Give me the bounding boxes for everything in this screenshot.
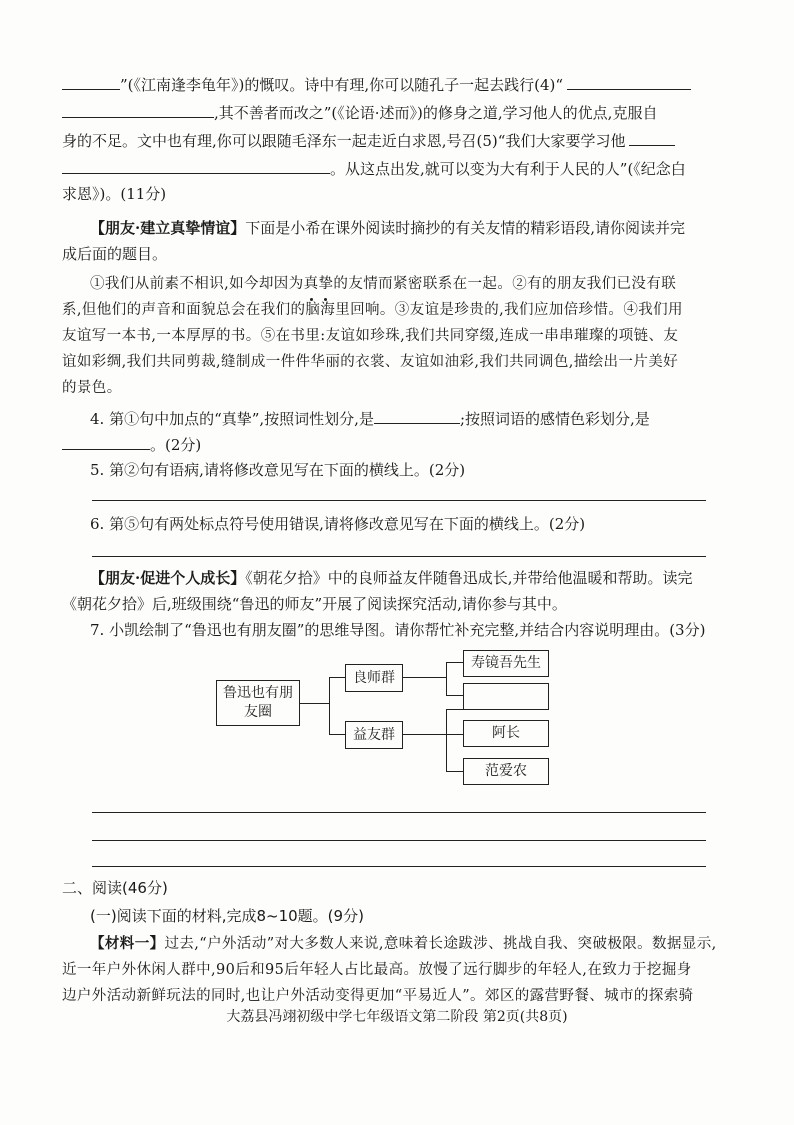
answer-blank[interactable] <box>62 156 330 174</box>
answer-blank[interactable] <box>629 128 675 146</box>
section-friend-intro-2: 成后面的题目。 <box>62 245 168 263</box>
mindmap-leaf: 阿长 <box>463 720 549 747</box>
question-4: 4. 第①句中加点的“真挚”,按照词性划分,是 ;按照词语的感情色彩划分,是 <box>90 406 734 431</box>
connector <box>299 703 329 704</box>
reading-subtitle: (一)阅读下面的材料,完成8~10题。(9分) <box>90 907 364 925</box>
answer-blank[interactable] <box>62 432 150 450</box>
connector <box>446 662 447 695</box>
material-line: 近一年户外休闲人群中,90后和95后年轻人占比最高。放慢了远行脚步的年轻人,在致力于挖掘身 <box>62 962 692 978</box>
question-5: 5. 第②句有语病,请将修改意见写在下面的横线上。(2分) <box>90 461 466 479</box>
connector <box>402 734 446 735</box>
reading-title: 二、阅读(46分) <box>62 879 168 897</box>
answer-blank[interactable] <box>567 72 691 90</box>
answer-line[interactable] <box>92 840 706 841</box>
connector <box>329 734 345 735</box>
answer-line[interactable] <box>92 556 706 557</box>
connector <box>446 662 463 663</box>
question-7: 7. 小凯绘制了“鲁迅也有朋友圈”的思维导图。请你帮忙补充完整,并结合内容说明理由。(3分) <box>90 621 706 639</box>
dotted-char: 挚 <box>319 272 334 296</box>
answer-blank[interactable] <box>62 100 214 118</box>
fill-line-1: ”(《江南逢李龟年》)的慨叹。诗中有理,你可以随孔子一起去践行(4)“ <box>62 72 734 97</box>
mindmap-group-friends: 益友群 <box>345 721 403 749</box>
dotted-char: 真 <box>304 272 319 296</box>
connector <box>446 709 463 710</box>
connector <box>446 771 463 772</box>
passage-line: 谊如彩绸,我们共同剪裁,缝制成一件件华丽的衣裳、友谊如油彩,我们共同调色,描绘出一片美好 <box>62 354 679 370</box>
passage-line: 系,但他们的声音和面貌总会在我们的脑海里回响。③友谊是珍贵的,我们应加倍珍惜。④我们用 <box>62 302 683 318</box>
answer-line[interactable] <box>92 812 706 813</box>
mindmap-group-teachers: 良师群 <box>345 664 403 692</box>
connector <box>329 677 330 734</box>
fill-line-2: ,其不善者而改之”(《论语·述而》)的修身之道,学习他人的优点,克服自 <box>62 100 734 125</box>
section-growth-intro: 【朋友·促进个人成长】《朝花夕拾》中的良师益友伴随鲁迅成长,并带给他温暖和帮助。读完 <box>90 569 693 587</box>
answer-blank[interactable] <box>374 406 460 424</box>
fill-line-4: 。从这点出发,就可以变为大有利于人民的人”(《纪念白 <box>62 156 734 181</box>
connector <box>446 695 463 696</box>
passage-line: ①我们从前素不相识,如今却因为真挚的友情而紧密联系在一起。②有的朋友我们已没有联 <box>90 272 734 296</box>
connector <box>446 734 463 735</box>
answer-blank[interactable] <box>62 72 120 90</box>
section-heading: 【朋友·促进个人成长】 <box>90 569 246 587</box>
answer-line[interactable] <box>92 500 706 501</box>
page-footer: 大荔县冯翊初级中学七年级语文第二阶段 第2页(共8页) <box>226 1009 568 1025</box>
mindmap-root: 鲁迅也有朋友圈 <box>216 680 300 726</box>
mindmap-leaf-blank[interactable] <box>463 683 549 710</box>
material-line: 【材料一】过去,“户外活动”对大多数人来说,意味着长途跋涉、挑战自我、突破极限。数据显示, <box>90 935 717 952</box>
answer-line[interactable] <box>92 866 706 867</box>
mindmap-leaf: 寿镜吾先生 <box>463 650 549 677</box>
section-friend-intro: 【朋友·建立真挚情谊】下面是小希在课外阅读时摘抄的有关友情的精彩语段,请你阅读并完 <box>90 219 686 237</box>
passage-line: 的景色。 <box>62 380 122 396</box>
fill-line-3: 身的不足。文中也有理,你可以跟随毛泽东一起走近白求恩,号召(5)“我们大家要学习他 <box>62 128 734 153</box>
material-label: 【材料一】 <box>90 935 165 952</box>
connector <box>402 677 446 678</box>
fill-line-5: 求恩》)。(11分) <box>62 185 167 203</box>
connector <box>329 677 345 678</box>
material-line: 边户外活动新鲜玩法的同时,也让户外活动变得更加“平易近人”。郊区的露营野餐、城市的探索骑 <box>62 988 694 1004</box>
question-6: 6. 第⑤句有两处标点符号使用错误,请将修改意见写在下面的横线上。(2分) <box>90 515 586 533</box>
section-heading: 【朋友·建立真挚情谊】 <box>90 219 246 237</box>
question-4-cont: 。(2分) <box>62 432 734 457</box>
section-growth-intro-2: 《朝花夕拾》后,班级围绕“鲁迅的师友”开展了阅读探究活动,请你参与其中。 <box>62 595 567 613</box>
connector <box>446 709 447 771</box>
mindmap-leaf: 范爱农 <box>463 758 549 785</box>
passage-line: 友谊写一本书,一本厚厚的书。⑤在书里:友谊如珍珠,我们共同穿缀,连成一串串璀璨的项链、友 <box>62 328 679 344</box>
